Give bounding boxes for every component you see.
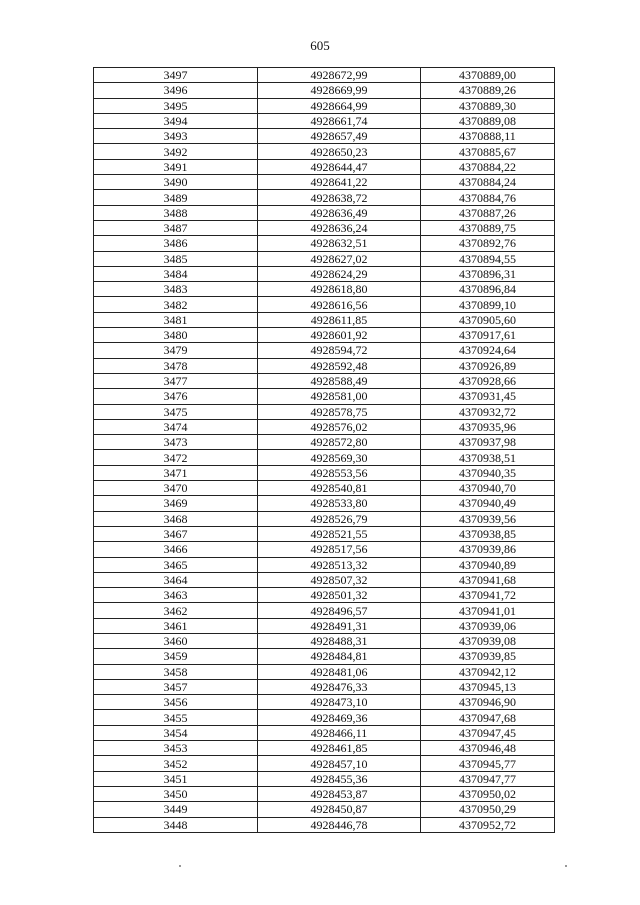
x-coordinate-cell: 4928491,31 — [258, 618, 421, 633]
table-row — [94, 389, 555, 404]
table-row — [94, 695, 555, 710]
point-number-cell: 3480 — [94, 328, 258, 343]
table-row — [94, 312, 555, 327]
x-coordinate-cell: 4928466,11 — [258, 725, 421, 740]
x-coordinate-cell: 4928664,99 — [258, 98, 421, 113]
point-number-cell: 3488 — [94, 205, 258, 220]
y-coordinate-cell: 4370917,61 — [421, 328, 555, 343]
y-coordinate-cell: 4370887,26 — [421, 205, 555, 220]
x-coordinate-cell: 4928446,78 — [258, 817, 421, 832]
x-coordinate-cell: 4928601,92 — [258, 328, 421, 343]
table-row — [94, 481, 555, 496]
y-coordinate-cell: 4370947,68 — [421, 710, 555, 725]
x-coordinate-cell: 4928484,81 — [258, 649, 421, 664]
point-number-cell: 3465 — [94, 557, 258, 572]
point-number-cell: 3497 — [94, 68, 258, 83]
y-coordinate-cell: 4370935,96 — [421, 419, 555, 434]
x-coordinate-cell: 4928611,85 — [258, 312, 421, 327]
point-number-cell: 3478 — [94, 358, 258, 373]
x-coordinate-cell: 4928521,55 — [258, 526, 421, 541]
table-row — [94, 113, 555, 128]
x-coordinate-cell: 4928624,29 — [258, 266, 421, 281]
y-coordinate-cell: 4370931,45 — [421, 389, 555, 404]
x-coordinate-cell: 4928672,99 — [258, 68, 421, 83]
table-row — [94, 68, 555, 83]
x-coordinate-cell: 4928469,36 — [258, 710, 421, 725]
point-number-cell: 3468 — [94, 511, 258, 526]
table-row — [94, 251, 555, 266]
table-row — [94, 129, 555, 144]
table-row — [94, 572, 555, 587]
table-row — [94, 542, 555, 557]
point-number-cell: 3462 — [94, 603, 258, 618]
point-number-cell: 3483 — [94, 282, 258, 297]
x-coordinate-cell: 4928488,31 — [258, 633, 421, 648]
y-coordinate-cell: 4370940,35 — [421, 465, 555, 480]
y-coordinate-cell: 4370937,98 — [421, 435, 555, 450]
table-row — [94, 144, 555, 159]
y-coordinate-cell: 4370950,29 — [421, 802, 555, 817]
point-number-cell: 3464 — [94, 572, 258, 587]
x-coordinate-cell: 4928638,72 — [258, 190, 421, 205]
point-number-cell: 3454 — [94, 725, 258, 740]
table-row — [94, 220, 555, 235]
x-coordinate-cell: 4928661,74 — [258, 113, 421, 128]
point-number-cell: 3459 — [94, 649, 258, 664]
table-row — [94, 465, 555, 480]
table-row — [94, 404, 555, 419]
table-row — [94, 496, 555, 511]
point-number-cell: 3467 — [94, 526, 258, 541]
point-number-cell: 3487 — [94, 220, 258, 235]
table-row — [94, 679, 555, 694]
y-coordinate-cell: 4370889,08 — [421, 113, 555, 128]
table-row — [94, 328, 555, 343]
y-coordinate-cell: 4370942,12 — [421, 664, 555, 679]
y-coordinate-cell: 4370947,77 — [421, 771, 555, 786]
x-coordinate-cell: 4928572,80 — [258, 435, 421, 450]
x-coordinate-cell: 4928669,99 — [258, 83, 421, 98]
y-coordinate-cell: 4370896,31 — [421, 266, 555, 281]
table-row — [94, 817, 555, 832]
point-number-cell: 3492 — [94, 144, 258, 159]
y-coordinate-cell: 4370905,60 — [421, 312, 555, 327]
table-row — [94, 98, 555, 113]
point-number-cell: 3493 — [94, 129, 258, 144]
x-coordinate-cell: 4928526,79 — [258, 511, 421, 526]
point-number-cell: 3463 — [94, 588, 258, 603]
x-coordinate-cell: 4928616,56 — [258, 297, 421, 312]
point-number-cell: 3489 — [94, 190, 258, 205]
y-coordinate-cell: 4370939,08 — [421, 633, 555, 648]
y-coordinate-cell: 4370941,72 — [421, 588, 555, 603]
x-coordinate-cell: 4928636,49 — [258, 205, 421, 220]
point-number-cell: 3474 — [94, 419, 258, 434]
x-coordinate-cell: 4928578,75 — [258, 404, 421, 419]
x-coordinate-cell: 4928450,87 — [258, 802, 421, 817]
table-row — [94, 618, 555, 633]
y-coordinate-cell: 4370924,64 — [421, 343, 555, 358]
table-row — [94, 603, 555, 618]
y-coordinate-cell: 4370894,55 — [421, 251, 555, 266]
y-coordinate-cell: 4370946,90 — [421, 695, 555, 710]
point-number-cell: 3455 — [94, 710, 258, 725]
point-number-cell: 3476 — [94, 389, 258, 404]
y-coordinate-cell: 4370941,68 — [421, 572, 555, 587]
table-row — [94, 710, 555, 725]
point-number-cell: 3449 — [94, 802, 258, 817]
y-coordinate-cell: 4370938,51 — [421, 450, 555, 465]
y-coordinate-cell: 4370889,00 — [421, 68, 555, 83]
point-number-cell: 3479 — [94, 343, 258, 358]
x-coordinate-cell: 4928644,47 — [258, 159, 421, 174]
point-number-cell: 3473 — [94, 435, 258, 450]
point-number-cell: 3450 — [94, 786, 258, 801]
y-coordinate-cell: 4370889,75 — [421, 220, 555, 235]
table-row — [94, 649, 555, 664]
x-coordinate-cell: 4928553,56 — [258, 465, 421, 480]
point-number-cell: 3486 — [94, 236, 258, 251]
point-number-cell: 3482 — [94, 297, 258, 312]
x-coordinate-cell: 4928636,24 — [258, 220, 421, 235]
y-coordinate-cell: 4370884,22 — [421, 159, 555, 174]
x-coordinate-cell: 4928588,49 — [258, 373, 421, 388]
point-number-cell: 3490 — [94, 175, 258, 190]
table-row — [94, 633, 555, 648]
point-number-cell: 3495 — [94, 98, 258, 113]
table-row — [94, 741, 555, 756]
point-number-cell: 3453 — [94, 741, 258, 756]
x-coordinate-cell: 4928657,49 — [258, 129, 421, 144]
coordinates-table — [93, 67, 555, 833]
x-coordinate-cell: 4928513,32 — [258, 557, 421, 572]
point-number-cell: 3457 — [94, 679, 258, 694]
x-coordinate-cell: 4928501,32 — [258, 588, 421, 603]
table-row — [94, 266, 555, 281]
x-coordinate-cell: 4928457,10 — [258, 756, 421, 771]
table-row — [94, 282, 555, 297]
x-coordinate-cell: 4928650,23 — [258, 144, 421, 159]
scan-speck — [179, 865, 181, 867]
table-row — [94, 358, 555, 373]
table-row — [94, 557, 555, 572]
point-number-cell: 3475 — [94, 404, 258, 419]
table-row — [94, 205, 555, 220]
table-row — [94, 236, 555, 251]
y-coordinate-cell: 4370939,06 — [421, 618, 555, 633]
table-row — [94, 175, 555, 190]
y-coordinate-cell: 4370945,77 — [421, 756, 555, 771]
y-coordinate-cell: 4370932,72 — [421, 404, 555, 419]
y-coordinate-cell: 4370939,85 — [421, 649, 555, 664]
point-number-cell: 3460 — [94, 633, 258, 648]
y-coordinate-cell: 4370899,10 — [421, 297, 555, 312]
x-coordinate-cell: 4928455,36 — [258, 771, 421, 786]
x-coordinate-cell: 4928540,81 — [258, 481, 421, 496]
x-coordinate-cell: 4928641,22 — [258, 175, 421, 190]
y-coordinate-cell: 4370940,70 — [421, 481, 555, 496]
y-coordinate-cell: 4370939,86 — [421, 542, 555, 557]
table-row — [94, 725, 555, 740]
table-row — [94, 343, 555, 358]
point-number-cell: 3491 — [94, 159, 258, 174]
table-row — [94, 526, 555, 541]
table-row — [94, 588, 555, 603]
page-number: 605 — [310, 38, 330, 53]
y-coordinate-cell: 4370928,66 — [421, 373, 555, 388]
y-coordinate-cell: 4370939,56 — [421, 511, 555, 526]
point-number-cell: 3484 — [94, 266, 258, 281]
y-coordinate-cell: 4370896,84 — [421, 282, 555, 297]
table-row — [94, 450, 555, 465]
table-row — [94, 771, 555, 786]
y-coordinate-cell: 4370884,76 — [421, 190, 555, 205]
y-coordinate-cell: 4370892,76 — [421, 236, 555, 251]
point-number-cell: 3472 — [94, 450, 258, 465]
table-row — [94, 297, 555, 312]
table-row — [94, 786, 555, 801]
point-number-cell: 3456 — [94, 695, 258, 710]
x-coordinate-cell: 4928581,00 — [258, 389, 421, 404]
y-coordinate-cell: 4370926,89 — [421, 358, 555, 373]
table-row — [94, 802, 555, 817]
table-row — [94, 756, 555, 771]
x-coordinate-cell: 4928594,72 — [258, 343, 421, 358]
table-row — [94, 511, 555, 526]
x-coordinate-cell: 4928627,02 — [258, 251, 421, 266]
point-number-cell: 3451 — [94, 771, 258, 786]
point-number-cell: 3461 — [94, 618, 258, 633]
point-number-cell: 3481 — [94, 312, 258, 327]
x-coordinate-cell: 4928481,06 — [258, 664, 421, 679]
y-coordinate-cell: 4370884,24 — [421, 175, 555, 190]
x-coordinate-cell: 4928507,32 — [258, 572, 421, 587]
table-row — [94, 435, 555, 450]
table-row — [94, 83, 555, 98]
x-coordinate-cell: 4928632,51 — [258, 236, 421, 251]
x-coordinate-cell: 4928517,56 — [258, 542, 421, 557]
x-coordinate-cell: 4928453,87 — [258, 786, 421, 801]
x-coordinate-cell: 4928618,80 — [258, 282, 421, 297]
y-coordinate-cell: 4370946,48 — [421, 741, 555, 756]
table-row — [94, 373, 555, 388]
point-number-cell: 3466 — [94, 542, 258, 557]
point-number-cell: 3494 — [94, 113, 258, 128]
y-coordinate-cell: 4370938,85 — [421, 526, 555, 541]
table-row — [94, 419, 555, 434]
point-number-cell: 3458 — [94, 664, 258, 679]
point-number-cell: 3477 — [94, 373, 258, 388]
table-row — [94, 664, 555, 679]
point-number-cell: 3469 — [94, 496, 258, 511]
x-coordinate-cell: 4928533,80 — [258, 496, 421, 511]
table-row — [94, 190, 555, 205]
table-row — [94, 159, 555, 174]
y-coordinate-cell: 4370941,01 — [421, 603, 555, 618]
y-coordinate-cell: 4370945,13 — [421, 679, 555, 694]
point-number-cell: 3496 — [94, 83, 258, 98]
x-coordinate-cell: 4928592,48 — [258, 358, 421, 373]
y-coordinate-cell: 4370947,45 — [421, 725, 555, 740]
y-coordinate-cell: 4370952,72 — [421, 817, 555, 832]
scan-speck — [565, 865, 567, 867]
point-number-cell: 3448 — [94, 817, 258, 832]
x-coordinate-cell: 4928476,33 — [258, 679, 421, 694]
point-number-cell: 3470 — [94, 481, 258, 496]
y-coordinate-cell: 4370940,49 — [421, 496, 555, 511]
x-coordinate-cell: 4928576,02 — [258, 419, 421, 434]
y-coordinate-cell: 4370889,30 — [421, 98, 555, 113]
x-coordinate-cell: 4928473,10 — [258, 695, 421, 710]
coordinates-table-body — [94, 68, 555, 833]
y-coordinate-cell: 4370888,11 — [421, 129, 555, 144]
x-coordinate-cell: 4928496,57 — [258, 603, 421, 618]
y-coordinate-cell: 4370889,26 — [421, 83, 555, 98]
point-number-cell: 3452 — [94, 756, 258, 771]
x-coordinate-cell: 4928569,30 — [258, 450, 421, 465]
y-coordinate-cell: 4370950,02 — [421, 786, 555, 801]
y-coordinate-cell: 4370885,67 — [421, 144, 555, 159]
x-coordinate-cell: 4928461,85 — [258, 741, 421, 756]
y-coordinate-cell: 4370940,89 — [421, 557, 555, 572]
point-number-cell: 3485 — [94, 251, 258, 266]
point-number-cell: 3471 — [94, 465, 258, 480]
